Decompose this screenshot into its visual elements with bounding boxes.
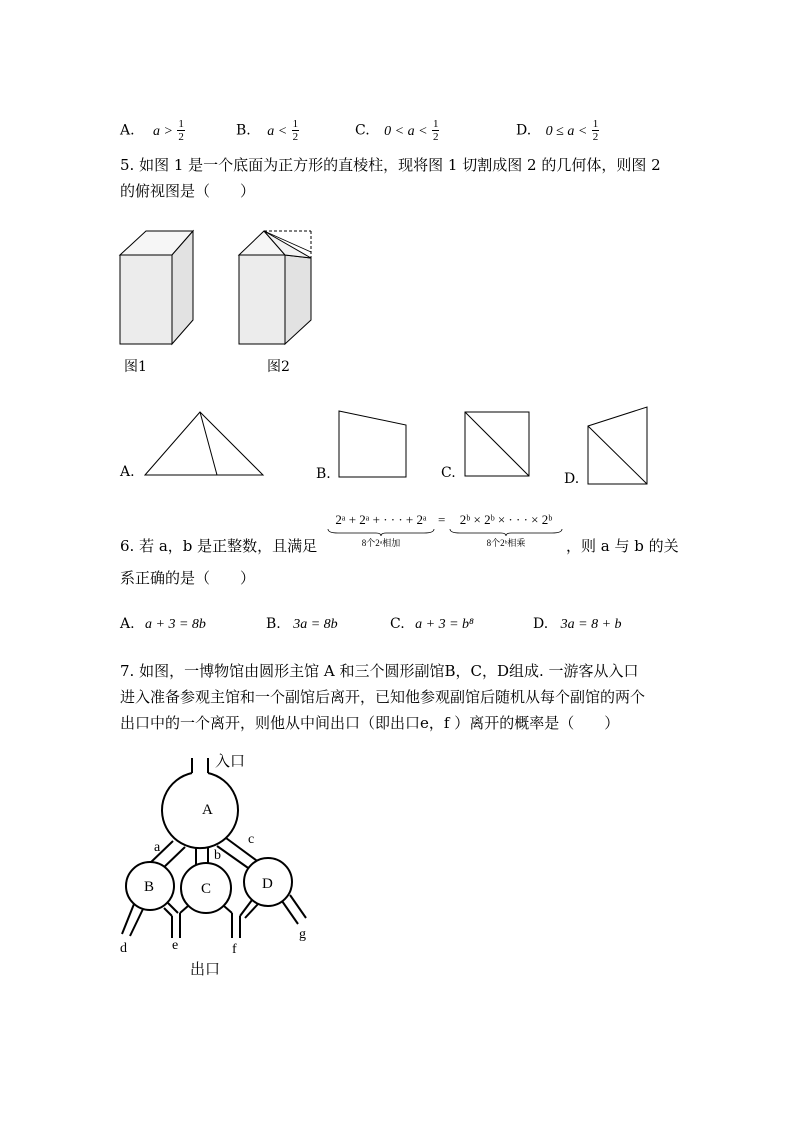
q6-equals: = xyxy=(438,512,446,527)
fraction xyxy=(592,118,600,143)
option-label: D. xyxy=(516,122,532,139)
q5-option-c-figure xyxy=(462,409,532,479)
q5-option-d-figure xyxy=(585,404,651,488)
option-expression: 0 ≤ a < xyxy=(545,123,588,139)
q5-option-d-label: D. xyxy=(564,471,580,487)
hall-d-label: D xyxy=(262,876,273,892)
q4-option-c xyxy=(355,118,439,143)
exit-g-label: g xyxy=(299,927,306,942)
denominator: 2 xyxy=(178,131,184,143)
option-expression: a + 3 = b⁸ xyxy=(415,617,474,632)
fraction xyxy=(432,118,440,143)
hall-c-label: C xyxy=(201,881,212,897)
exit-d-label: d xyxy=(120,941,127,956)
q6-option-b xyxy=(266,616,338,633)
option-expression: a > xyxy=(153,123,173,139)
denominator: 2 xyxy=(292,131,299,143)
exit-label: 出口 xyxy=(190,960,221,978)
q4-option-d xyxy=(516,118,599,143)
option-label: B. xyxy=(236,122,251,139)
option-expression: 3a = 8 + b xyxy=(560,617,622,632)
underbrace-right xyxy=(448,528,564,536)
q4-option-a xyxy=(120,118,185,143)
option-expression: 0 < a < xyxy=(384,123,428,139)
q5-text-line2: 的俯视图是（ ） xyxy=(120,182,256,200)
q6-right-product xyxy=(448,512,564,549)
hall-a-label: A xyxy=(202,802,213,818)
option-expression: a < xyxy=(267,123,288,139)
q5-option-b-label: B. xyxy=(316,466,331,482)
underbrace-caption: 8个2ᵃ相加 xyxy=(361,538,401,548)
figure-2-cut-solid xyxy=(235,228,317,348)
option-expression: 3a = 8b xyxy=(293,617,338,632)
numerator: 1 xyxy=(178,118,184,130)
option-label: D. xyxy=(533,616,549,632)
q6-option-c xyxy=(390,616,474,633)
fraction xyxy=(292,118,300,143)
q4-option-b xyxy=(236,118,299,143)
option-label: C. xyxy=(355,122,370,139)
q7-text-line2: 进入准备参观主馆和一个副馆后离开，已知他参观副馆后随机从每个副馆的两个 xyxy=(120,688,646,706)
option-label: B. xyxy=(266,616,281,632)
figure-1-caption: 图1 xyxy=(124,359,147,375)
product-expression: 2ᵇ × 2ᵇ × · · · × 2ᵇ xyxy=(459,512,553,527)
q6-text-prefix: 6. 若 a，b 是正整数，且满足 xyxy=(120,537,318,555)
exit-e-label: e xyxy=(172,938,179,953)
path-b-label: b xyxy=(214,848,221,863)
museum-diagram xyxy=(110,748,320,978)
numerator: 1 xyxy=(292,118,299,130)
q5-option-c-label: C. xyxy=(441,465,456,481)
hall-b-label: B xyxy=(144,879,155,895)
fraction xyxy=(177,118,185,143)
q6-left-sum xyxy=(326,512,436,549)
q7-text-line3: 出口中的一个离开，则他从中间出口（即出口e，f ）离开的概率是（ ） xyxy=(120,714,620,732)
denominator: 2 xyxy=(432,131,439,143)
option-expression: a + 3 = 8b xyxy=(145,617,206,632)
q6-option-a xyxy=(120,616,206,633)
path-c-label: c xyxy=(248,832,255,847)
q5-option-a-figure xyxy=(142,410,266,478)
entrance-label: 入口 xyxy=(215,752,246,770)
exit-f-label: f xyxy=(232,942,237,957)
figure-1-prism xyxy=(115,228,195,348)
q5-text-line1: 5. 如图 1 是一个底面为正方形的直棱柱，现将图 1 切割成图 2 的几何体，则图 2 xyxy=(120,156,661,174)
underbrace-left xyxy=(326,528,436,536)
q5-option-b-figure xyxy=(336,408,410,480)
q6-option-d xyxy=(533,616,622,633)
numerator: 1 xyxy=(432,118,439,130)
path-a-label: a xyxy=(154,840,161,855)
q7-text-line1: 7. 如图，一博物馆由圆形主馆 A 和三个圆形副馆B，C，D组成. 一游客从入口 xyxy=(120,662,639,680)
underbrace-caption: 8个2ᵇ相乘 xyxy=(486,538,526,548)
sum-expression: 2ᵃ + 2ᵃ + · · · + 2ᵃ xyxy=(335,512,427,527)
q5-option-a-label: A. xyxy=(120,464,135,480)
figure-2-caption: 图2 xyxy=(267,359,290,375)
option-label: A. xyxy=(120,616,135,632)
q6-text-suffix: ，则 a 与 b 的关 xyxy=(566,537,679,555)
option-label: A. xyxy=(120,122,135,139)
option-label: C. xyxy=(390,616,405,632)
denominator: 2 xyxy=(592,131,599,143)
q6-text-line2: 系正确的是（ ） xyxy=(120,569,256,587)
numerator: 1 xyxy=(592,118,599,130)
